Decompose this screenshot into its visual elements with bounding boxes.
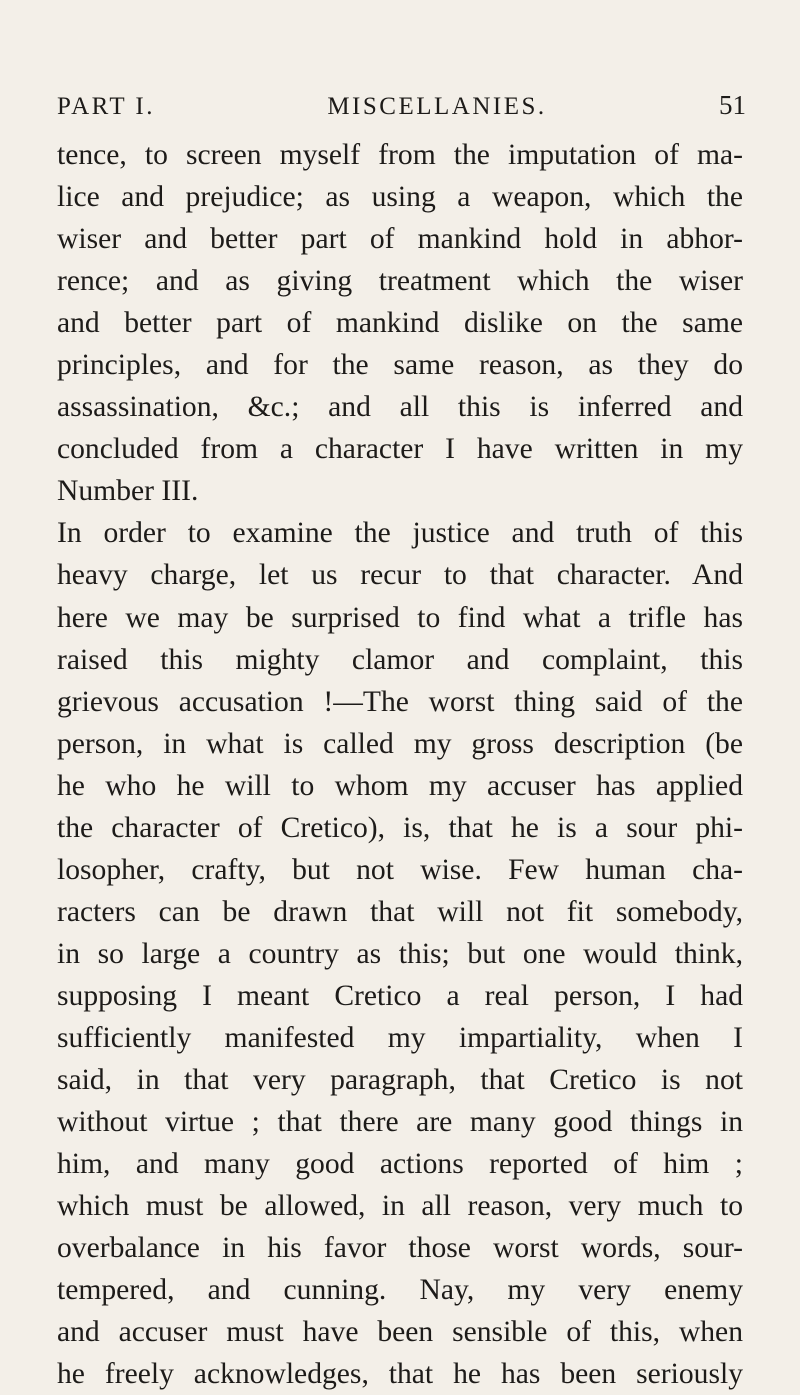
text-line: the character of Cretico), is, that he is a sour phi- (57, 811, 743, 844)
text-line: racters can be drawn that will not fit somebody, (57, 895, 743, 928)
text-line: Number III. (57, 475, 199, 508)
text-line: raised this mighty clamor and complaint, this (57, 643, 743, 676)
text-line: In order to examine the justice and truth of this (57, 517, 743, 550)
text-line: losopher, crafty, but not wise. Few human cha- (57, 853, 743, 886)
text-line: and better part of mankind dislike on the same (57, 307, 743, 340)
page-number: 51 (718, 90, 746, 120)
text-line: lice and prejudice; as using a weapon, which the (57, 181, 743, 214)
text-line: here we may be surprised to find what a trifle has (57, 601, 743, 634)
text-line: assassination, &c.; and all this is inferred and (57, 391, 743, 424)
text-line: he freely acknowledges, that he has been seriously (57, 1358, 743, 1391)
text-line: tempered, and cunning. Nay, my very enemy (57, 1274, 743, 1307)
text-line: and accuser must have been sensible of this, when (57, 1316, 743, 1349)
text-line: without virtue ; that there are many good things in (57, 1106, 743, 1139)
text-line: said, in that very paragraph, that Cretico is not (57, 1064, 743, 1097)
text-line: grievous accusation !—The worst thing said of the (57, 685, 743, 718)
text-line: he who he will to whom my accuser has applied (57, 769, 743, 802)
text-line: him, and many good actions reported of him ; (57, 1148, 743, 1181)
text-line: supposing I meant Cretico a real person, I had (57, 979, 743, 1012)
text-line: which must be allowed, in all reason, very much to (57, 1190, 743, 1223)
part-label: PART I. (57, 93, 155, 120)
text-line: wiser and better part of mankind hold in abhor- (57, 223, 743, 256)
running-header (57, 90, 746, 126)
body-text (57, 134, 743, 1395)
text-line: rence; and as giving treatment which the wiser (57, 265, 743, 298)
text-line: concluded from a character I have written in my (57, 433, 743, 466)
text-line: heavy charge, let us recur to that character. And (57, 559, 743, 592)
text-line: tence, to screen myself from the imputation of ma- (57, 139, 743, 171)
text-line: sufficiently manifested my impartiality, when I (57, 1021, 743, 1054)
text-line: person, in what is called my gross description (be (57, 727, 743, 760)
text-line: overbalance in his favor those worst words, sour- (57, 1232, 743, 1265)
section-title: MISCELLANIES. (327, 93, 547, 120)
text-line: in so large a country as this; but one would think, (57, 937, 743, 970)
text-line: principles, and for the same reason, as they do (57, 349, 743, 382)
